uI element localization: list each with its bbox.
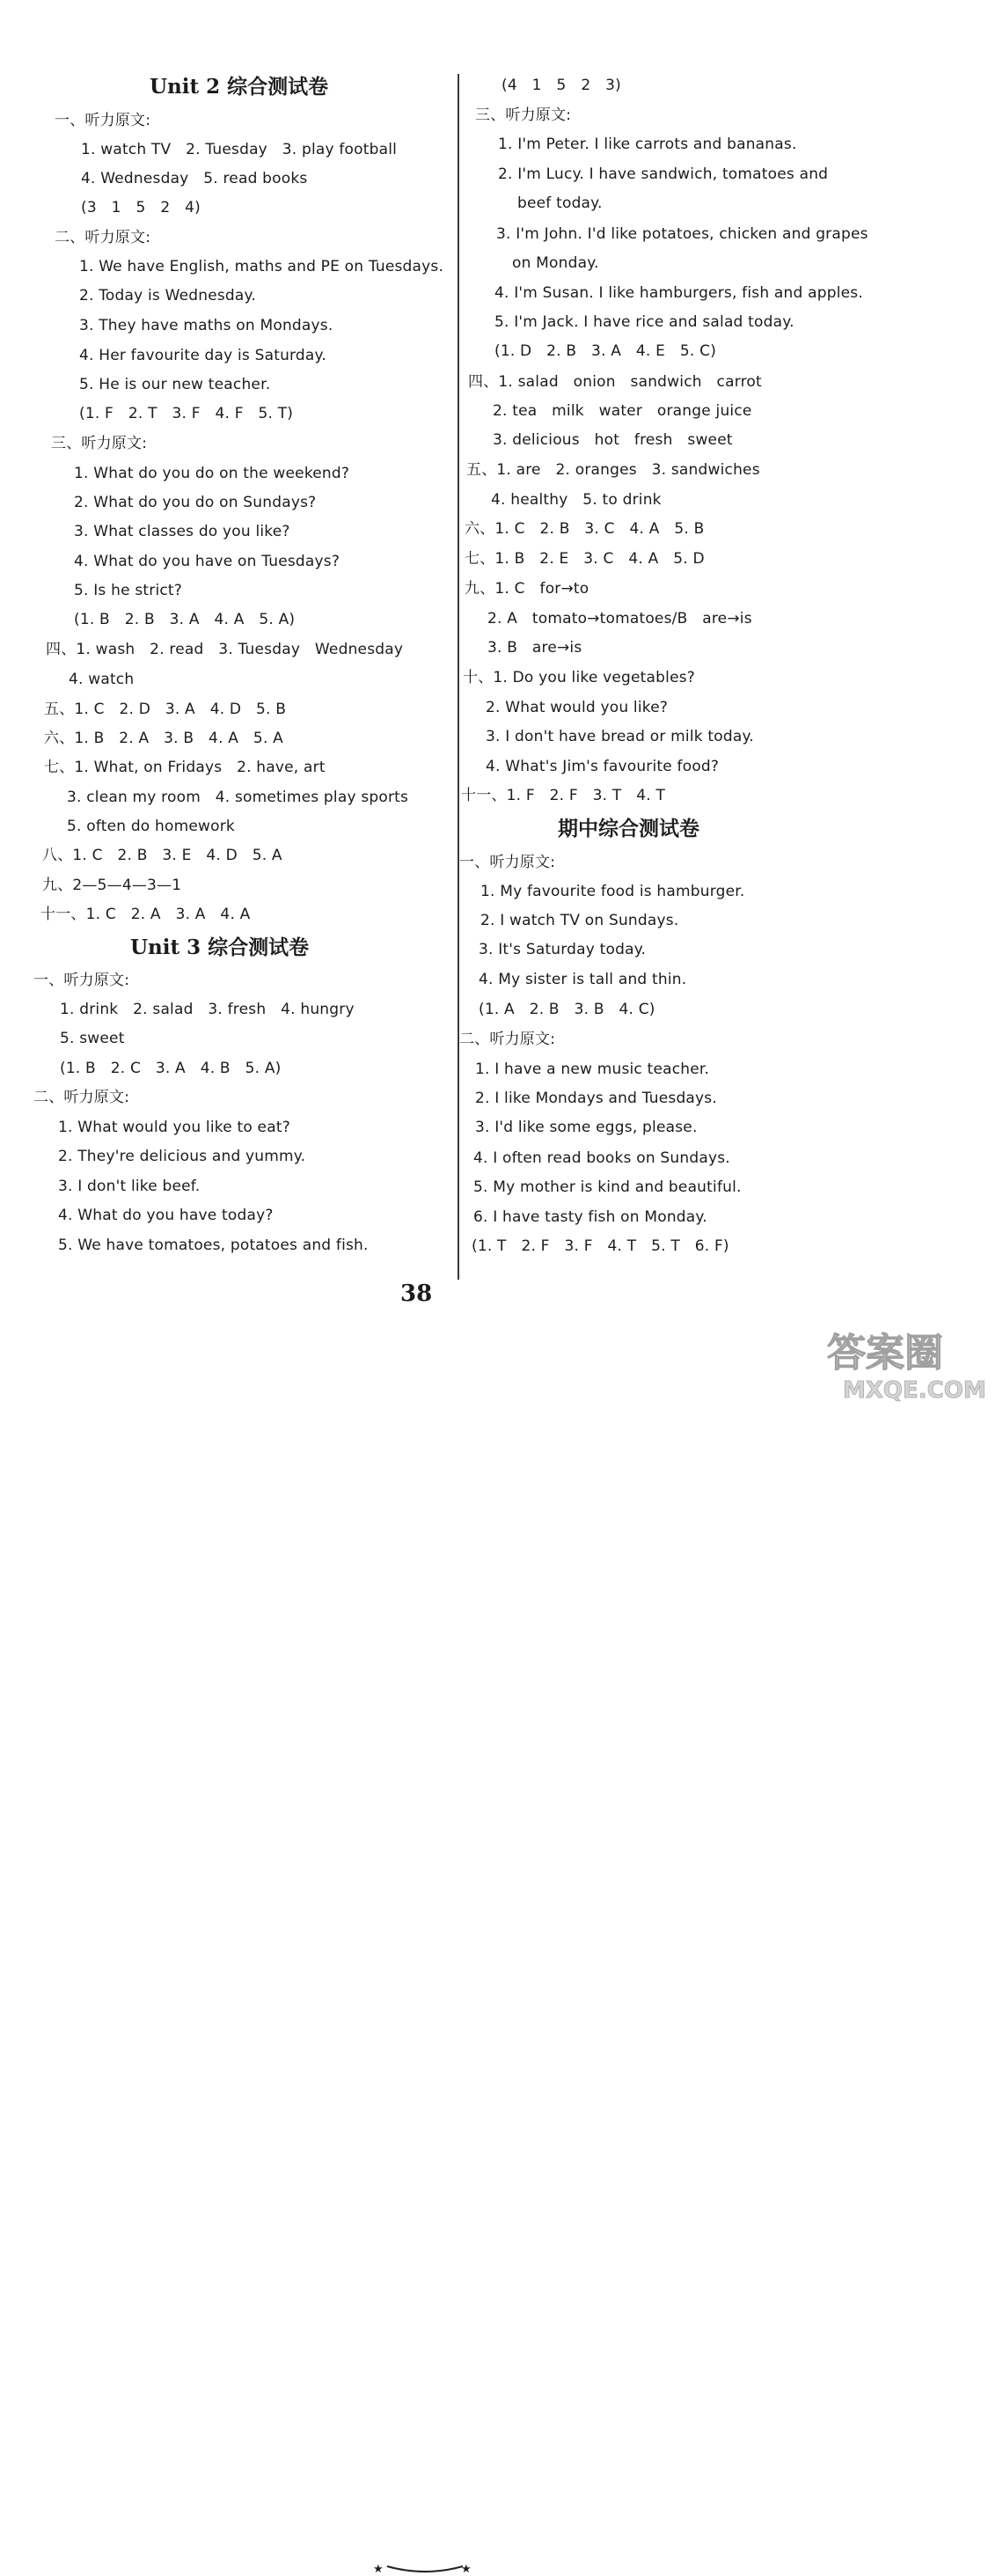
unit3-cont-line: 十一、1. F 2. F 3. T 4. T (461, 787, 666, 804)
page-number: 38 (400, 1281, 433, 1307)
swoosh-decoration (385, 2563, 465, 2575)
unit2-title: Unit 2 综合测试卷 (150, 75, 329, 99)
unit3-line: 5. We have tomatoes, potatoes and fish. (58, 1237, 369, 1254)
unit3-line: 3. I don't like beef. (58, 1178, 201, 1195)
unit2-line: 3. clean my room 4. sometimes play sports (67, 789, 409, 806)
midterm-line: 3. I'd like some eggs, please. (475, 1119, 698, 1136)
unit2-line: 七、1. What, on Fridays 2. have, art (44, 759, 326, 776)
unit3-cont-line: 四、1. salad onion sandwich carrot (468, 373, 762, 391)
unit3-cont-line: 3. delicious hot fresh sweet (493, 431, 733, 449)
unit2-line: (1. B 2. B 3. A 4. A 5. A) (74, 611, 296, 628)
midterm-line: (1. T 2. F 3. F 4. T 5. T 6. F) (472, 1237, 729, 1255)
star-icon: ★ (373, 2563, 384, 2576)
unit3-title: Unit 3 综合测试卷 (130, 936, 310, 959)
unit3-cont-line: 2. I'm Lucy. I have sandwich, tomatoes and (498, 165, 829, 183)
midterm-line: 3. It's Saturday today. (479, 941, 647, 958)
unit2-line: 3. What classes do you like? (74, 523, 290, 540)
unit2-line: 5. He is our new teacher. (79, 376, 271, 393)
midterm-line: 5. My mother is kind and beautiful. (473, 1178, 742, 1196)
watermark-logo (820, 1322, 996, 1403)
unit3-cont-line: 十、1. Do you like vegetables? (463, 669, 696, 686)
midterm-title: 期中综合测试卷 (558, 817, 699, 840)
unit2-line: 一、听力原文: (55, 112, 151, 129)
star-icon: ★ (461, 2563, 472, 2576)
unit3-cont-line: on Monday. (512, 254, 599, 272)
unit2-line: 五、1. C 2. D 3. A 4. D 5. B (44, 701, 287, 718)
unit3-cont-line: 5. I'm Jack. I have rice and salad today. (494, 313, 794, 331)
unit3-cont-line: 五、1. are 2. oranges 3. sandwiches (466, 461, 760, 479)
unit2-line: 四、1. wash 2. read 3. Tuesday Wednesday (46, 641, 404, 658)
column-divider (458, 74, 459, 1280)
unit3-cont-line: (4 1 5 2 3) (502, 77, 621, 94)
midterm-line: 1. My favourite food is hamburger. (480, 883, 745, 900)
unit3-cont-line: 4. What's Jim's favourite food? (486, 758, 720, 775)
unit3-line: 一、听力原文: (33, 972, 130, 989)
midterm-line: 4. My sister is tall and thin. (479, 971, 687, 988)
unit3-cont-line: 4. healthy 5. to drink (491, 491, 662, 509)
midterm-line: 2. I like Mondays and Tuesdays. (475, 1090, 717, 1107)
unit2-line: 三、听力原文: (51, 435, 148, 452)
unit2-line: 3. They have maths on Mondays. (79, 317, 333, 334)
unit2-line: 二、听力原文: (55, 229, 151, 246)
unit2-line: 十一、1. C 2. A 3. A 4. A (40, 906, 251, 923)
unit3-cont-line: 九、1. C for→to (465, 580, 589, 598)
unit3-line: 5. sweet (60, 1030, 125, 1047)
unit3-cont-line: (1. D 2. B 3. A 4. E 5. C) (494, 342, 717, 360)
midterm-line: 6. I have tasty fish on Monday. (473, 1208, 707, 1226)
unit2-line: 4. watch (69, 671, 135, 688)
unit3-cont-line: 三、听力原文: (475, 106, 572, 124)
unit2-line: 2. What do you do on Sundays? (74, 494, 317, 511)
unit3-cont-line: 3. B are→is (487, 639, 582, 657)
unit2-line: 九、2—5—4—3—1 (42, 877, 182, 894)
unit3-cont-line: 3. I'm John. I'd like potatoes, chicken and grapes (496, 225, 868, 243)
midterm-line: 二、听力原文: (459, 1031, 556, 1048)
unit3-cont-line: 3. I don't have bread or milk today. (486, 728, 754, 745)
unit3-cont-line: beef today. (517, 194, 603, 212)
midterm-line: 2. I watch TV on Sundays. (480, 912, 679, 929)
svg-text:答案圈: 答案圈 (827, 1331, 943, 1376)
unit2-line: (3 1 5 2 4) (81, 199, 201, 217)
unit3-cont-line: 七、1. B 2. E 3. C 4. A 5. D (465, 550, 705, 568)
unit2-line: 六、1. B 2. A 3. B 4. A 5. A (44, 730, 283, 747)
midterm-line: 一、听力原文: (459, 854, 556, 871)
unit2-line: 4. Her favourite day is Saturday. (79, 347, 326, 364)
unit3-line: (1. B 2. C 3. A 4. B 5. A) (60, 1060, 282, 1077)
unit3-line: 1. What would you like to eat? (58, 1119, 290, 1136)
unit3-line: 二、听力原文: (33, 1089, 130, 1106)
unit3-cont-line: 4. I'm Susan. I like hamburgers, fish and apples. (494, 284, 863, 302)
unit3-cont-line: 2. A tomato→tomatoes/B are→is (487, 610, 752, 627)
unit2-line: 2. Today is Wednesday. (79, 287, 256, 305)
unit2-line: (1. F 2. T 3. F 4. F 5. T) (79, 405, 294, 422)
unit3-line: 4. What do you have today? (58, 1207, 274, 1224)
svg-text:MXQE.COM: MXQE.COM (843, 1377, 986, 1403)
unit2-line: 1. We have English, maths and PE on Tuesdays. (79, 258, 444, 275)
unit3-line: 2. They're delicious and yummy. (58, 1148, 306, 1165)
unit2-line: 4. Wednesday 5. read books (81, 170, 308, 187)
unit3-cont-line: 1. I'm Peter. I like carrots and bananas. (498, 136, 797, 153)
unit3-line: 1. drink 2. salad 3. fresh 4. hungry (60, 1001, 355, 1018)
unit3-cont-line: 2. What would you like? (486, 699, 669, 716)
unit2-line: 5. Is he strict? (74, 582, 183, 599)
midterm-line: 1. I have a new music teacher. (475, 1060, 710, 1078)
midterm-line: (1. A 2. B 3. B 4. C) (479, 1001, 655, 1018)
unit2-line: 4. What do you have on Tuesdays? (74, 553, 340, 570)
unit3-cont-line: 2. tea milk water orange juice (493, 402, 752, 420)
unit2-line: 1. watch TV 2. Tuesday 3. play football (81, 141, 398, 158)
unit2-line: 5. often do homework (67, 818, 235, 835)
unit3-cont-line: 六、1. C 2. B 3. C 4. A 5. B (465, 520, 705, 538)
midterm-line: 4. I often read books on Sundays. (473, 1149, 730, 1167)
unit2-line: 八、1. C 2. B 3. E 4. D 5. A (42, 847, 282, 864)
unit2-line: 1. What do you do on the weekend? (74, 465, 350, 482)
